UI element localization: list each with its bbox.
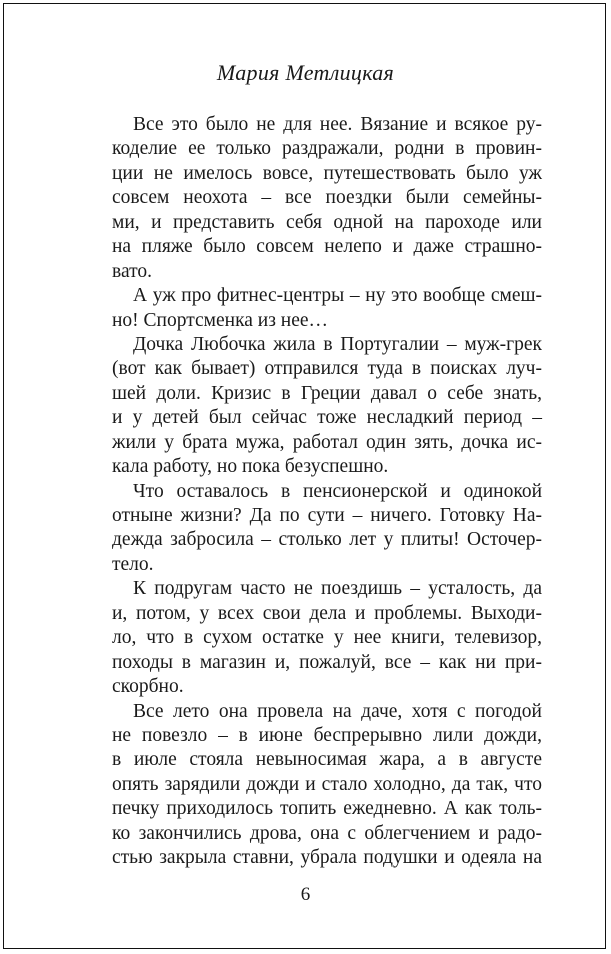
- text-line: на пляже было совсем нелепо и даже страшно-: [112, 236, 542, 258]
- text-line: дежда забросила – столько лет у плиты! Осточер-: [112, 529, 542, 551]
- text-line: Все лето она провела на даче, хотя с погодой: [133, 700, 542, 722]
- running-head-author: Мария Метлицкая: [216, 60, 395, 85]
- text-line: опять зарядили дожди и стало холодно, да так, что: [112, 773, 542, 795]
- text-line: совсем неохота – все поездки были семейны-: [112, 187, 542, 209]
- text-line: стью закрыла ставни, убрала подушки и одеяла на: [112, 847, 542, 869]
- text-line: не повезло – в июне беспрерывно лили дожди,: [112, 724, 542, 746]
- text-line: кала работу, но пока безуспешно.: [112, 456, 389, 478]
- text-line: А уж про фитнес-центры – ну это вообще смеш-: [133, 285, 542, 307]
- text-line: Что оставалось в пенсионерской и одинокой: [133, 480, 542, 502]
- text-line: печку приходилось топить ежедневно. А как толь-: [112, 798, 542, 820]
- text-line: К подругам часто не поездишь – усталость, да: [133, 578, 542, 600]
- text-line: Дочка Любочка жила в Португалии – муж-грек: [133, 333, 542, 355]
- text-line: походы в магазин и, пожалуй, все – как ни при-: [112, 651, 542, 673]
- text-line: шей доли. Кризис в Греции давал о себе знать,: [112, 382, 542, 404]
- text-line: тело.: [112, 553, 154, 575]
- text-line: жили у брата мужа, работал один зять, дочка ис-: [112, 431, 542, 453]
- text-line: (вот как бывает) отправился туда в поисках луч-: [112, 358, 542, 380]
- text-line: ко закончились дрова, она с облегчением и радо-: [112, 822, 542, 844]
- text-line: ции не имелось вовсе, путешествовать было уж: [112, 162, 542, 184]
- text-line: коделие ее только раздражали, родни в провин-: [112, 138, 542, 160]
- text-line: и у детей был сейчас тоже несладкий период –: [112, 407, 542, 429]
- body-text: [112, 113, 542, 871]
- page-number: 6: [300, 884, 311, 905]
- text-line: ло, что в сухом остатке у нее книги, телевизор,: [112, 627, 542, 649]
- text-line: ми, и представить себя одной на пароходе или: [112, 211, 542, 233]
- text-line: в июле стояла невыносимая жара, а в августе: [112, 749, 542, 771]
- text-line: Все это было не для нее. Вязание и всякое ру-: [133, 114, 542, 135]
- text-line: вато.: [112, 260, 152, 282]
- text-line: но! Спортсменка из нее…: [112, 309, 329, 331]
- text-line: отныне жизни? Да по сути – ничего. Готовку На-: [112, 505, 542, 526]
- text-line: скорбно.: [112, 676, 184, 698]
- text-line: и, потом, у всех свои дела и проблемы. Выходи-: [112, 602, 542, 624]
